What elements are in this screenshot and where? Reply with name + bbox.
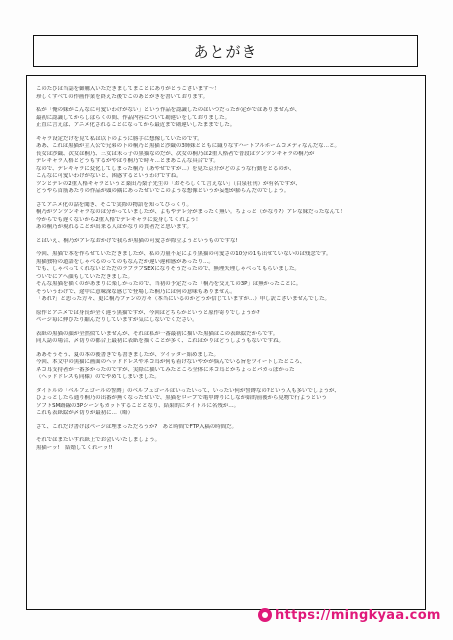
text-line: なので、デレキャラに変化してしまった桐乃（あやせですが…）を見た京介がどのような行動をとるのか、 (36, 165, 295, 172)
text-line: ああそうそう、夏の本の後書きでも書きましたが、ツイッター始めました。 (36, 351, 219, 358)
text-line: ひょっとしたら通り桐乃の出番が無くなったせいで、黒猫をロープで亀甲縛りにしなが始的前後から見物で行ようという (36, 395, 327, 401)
text-line: とはいえ、桐乃がアレなおかげで我らが黒猫の可愛さが際立ようというものですな! (36, 237, 238, 244)
text-line: 黒猫独特の道語をしゃべるのってのもなんだか違い違和感があったり…。 (36, 258, 214, 265)
text-line: 表紙の黒猫の顔が全然似ていませんが、それは私が一番最初に描いた黒猫はこの表紙絵だからです。 (36, 330, 279, 337)
text-line: 黒猫ーッ! 結婚してくれーッ!! (36, 444, 113, 451)
text-line: こんなに可愛いわけがないと、困惑するというわけですね。 (36, 173, 182, 179)
text-line: 「あれ?」と思った方々、更に桐乃ファンの方々（本当にいるのかどうか信じていますが…）申し訳ございませんでした。 (36, 296, 330, 302)
text-line: 原作とアニメでは身長が全く違う黒猫ですが、今回はどちらかというと原作寄りでしょうか? (36, 309, 260, 316)
text-line: ソフトSM路線の3Pシーンもカットすることとなり、結果的にタイトルに名残が…。 (36, 402, 239, 409)
text-line: 今回、黒猫で本を作らせていただきましたが、私の力量不足により黒猫の可愛さの10分の1も出せていないのは残念です。 (36, 251, 332, 257)
afterword-paragraph (36, 331, 418, 346)
text-line: 桐乃がツンツンキャラなのは分かっていましたが、よもやデレ分がまったく無い。ちょっと（かなり?）アレな妹だったなんて！ (36, 209, 346, 215)
text-line: さて、これだけ書けばページは埋まっただろうか? あと時間でFTP入稿の時間だ。 (36, 423, 237, 430)
text-line: でも、しゃべってくれないとただのラブラブSEXになりそうだったので、無理矢理しゃべってもらいました。 (36, 266, 300, 272)
text-line: ああ、これは黒猫が主人公で兄弟の下の桐乃と黒猫と沙織の3姉妹とともに織りなすハートフルホームコメディなんだな…と。 (36, 143, 340, 149)
text-line: キャラ设定だけを見て私は以下のように勝手に想像していたのです。 (36, 135, 203, 142)
text-line: ネコ耳支持者が一番多かったのですが、実際に描いてみたところ全体にネコ耳とかちょっとバカっぽかった (36, 366, 295, 373)
text-line: ついでにアへ顔もしていただきました。 (36, 273, 133, 280)
text-line: 私が「俺の妹がこんなに可愛いわけがない」という作品を認識したのはいつだったか定かではありませんが、 (36, 107, 301, 113)
text-line: ツンとデレの2重人格キャラというと桑田乃梨子先生の「おそろしくて言えない」（白泉社刊）が有名ですが、 (36, 180, 301, 187)
afterword-paragraph (36, 424, 418, 432)
text-line: さてアニメ化の話を聞き、そこで実際の物語を知ってびっくり。 (36, 201, 192, 208)
afterword-paragraph (36, 437, 418, 452)
page-title: あとがき (193, 42, 258, 61)
text-line: タイトルの「ベルフェゴールの誓縛」のベルフェゴールはいったいって、いったい何が誓縛なの?という人も多いでしょうが、 (36, 387, 340, 394)
afterword-paragraph (36, 86, 418, 101)
text-line: 今からでも遅くないから2重人格でデレキャラに変身してくれよう！ (36, 216, 201, 223)
afterword-paragraph (36, 388, 418, 418)
text-line: 最初に認識してからしばらくの間、作品内容について勘違いをしておりました。 (36, 114, 230, 121)
afterword-paragraph (36, 202, 418, 232)
watermark-logo-icon (258, 608, 272, 622)
text-line: 同人誌の場合、〆切りの都合上最初に表紙を描くことが多く、これはかりはどうしようもないですね。 (36, 338, 284, 344)
text-line: どうやら首筋あたりの作品が頭の隅にあったせいでこのような想像というか妄想が膨らんだのでしょう。 (36, 188, 290, 194)
afterword-paragraph (36, 310, 418, 325)
text-line: 長女は沙織、次女は桐乃、三女は末っ子の黒猫なのだが、次女の桐乃は2重人格者で普段はツンツンキャラの桐乃が (36, 150, 315, 157)
text-line: このたびは当誌を御購入いただきましてまことにありがとうございます～！ (36, 86, 220, 92)
text-line: ページ毎に伸びたり縮んだりしていますが気にしないでください。 (36, 317, 198, 323)
text-line: そういうわけで、途中に意味深な感じで登場した桐乃には何の意味もありません。 (36, 288, 236, 295)
afterword-paragraph (36, 352, 418, 382)
watermark-url: https://mingkyaa.com (275, 607, 441, 623)
text-line: （ヘッドドレスも同様）のでやめてしまいました。 (36, 374, 160, 380)
afterword-paragraph (36, 238, 418, 246)
afterword-body (36, 86, 418, 458)
text-line: それではまたいずれ紙上でお会いいたしましょう。 (36, 437, 160, 443)
title-box (33, 35, 418, 67)
text-line: これも表紙絵が〆切りが最初に…（略） (36, 410, 134, 416)
afterword-paragraph (36, 107, 418, 130)
site-watermark (258, 604, 441, 626)
text-line: デレキャラ人格とどうもするがやはり桐乃で時々…とまあこんな具合です。 (36, 158, 219, 164)
afterword-paragraph (36, 136, 418, 196)
text-line: 珍しくすべての作画作業を終えた後でこのあとがきを書いております。 (36, 93, 208, 100)
text-line: 今回、本文中の黒猫に画面のヘッドドレスやネコ耳が何も着けないやかが悩んでいる旨をツイートしたところ、 (36, 359, 306, 365)
afterword-paragraph (36, 251, 418, 304)
text-line: あの桐乃が現れることが出来る人はかなりの貫者だと思います。 (36, 224, 192, 230)
text-line: 正直に言えば、アニメ化されることになってから最近まで勘違いしたままでした。 (36, 122, 236, 128)
text-line: そんな黒猫を描くのがあまりに楽しかったので、当初の予定だった「桐乃を交えての3P」は無かったことに。 (36, 281, 302, 287)
